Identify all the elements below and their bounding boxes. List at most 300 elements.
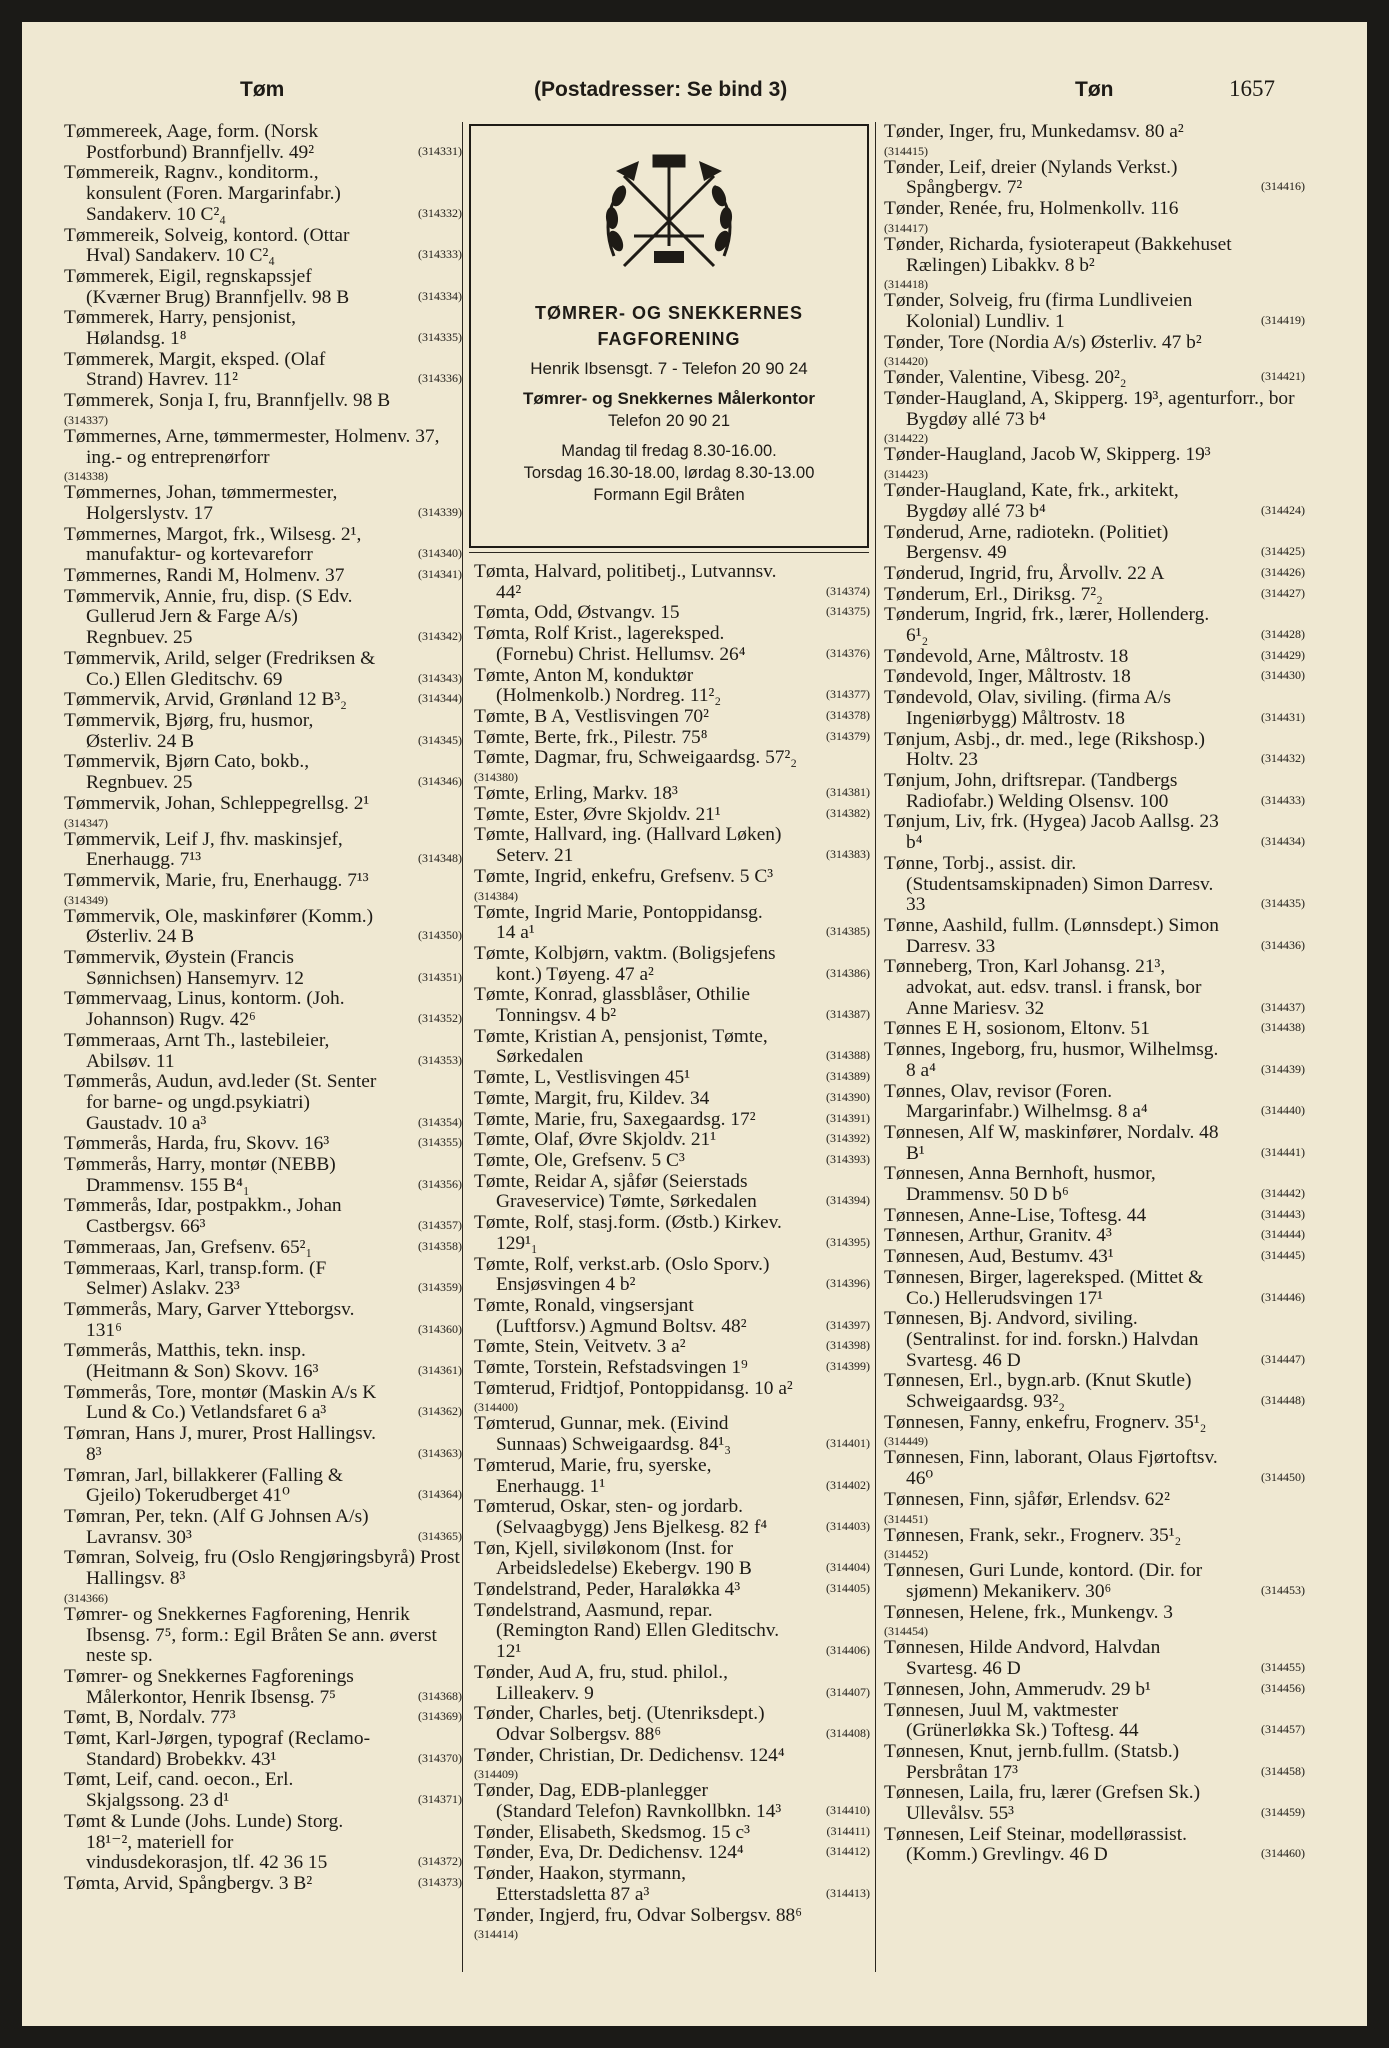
- directory-entry: [884, 445, 1305, 481]
- entry-number: (314335): [418, 330, 462, 345]
- entry-number: (314410): [826, 1803, 870, 1818]
- entry-text: Tønnes, Olav, revisor (Foren. Margarinfabr.) Wilhelmsg. 8 a⁴: [884, 1080, 1148, 1123]
- directory-entry: [884, 199, 1305, 235]
- entry-text: Tømmerek, Margit, eksped. (Olaf Strand) Havrev. 11²: [64, 348, 326, 391]
- entry-text: Tømte, Erling, Markv. 18³: [474, 783, 678, 805]
- entry-text: Tønnesen, Anna Bernhoft, husmor, Drammensv. 50 D b⁶: [884, 1163, 1156, 1206]
- directory-entry: [474, 1296, 870, 1337]
- directory-entry: [884, 667, 1305, 688]
- entry-text: Tønnesen, Guri Lunde, kontord. (Dir. for sjømenn) Mekanikerv. 30⁶: [884, 1560, 1203, 1602]
- entry-text: Tønder, Elisabeth, Skedsmog. 15 c³: [474, 1821, 750, 1843]
- entry-number: (314393): [826, 1151, 870, 1166]
- header-left: Tøm: [240, 78, 285, 101]
- directory-entry: [474, 707, 870, 728]
- directory-entry: [64, 1729, 462, 1770]
- entry-number: (314382): [826, 805, 870, 820]
- entry-number: (314456): [1261, 1680, 1305, 1695]
- directory-entry: [474, 867, 870, 903]
- entry-number: (314351): [418, 969, 462, 984]
- entry-text: Tømte, Anton M, konduktør (Holmenkolb.) Nordreg. 11²₂: [474, 664, 722, 707]
- entry-number: (314356): [418, 1176, 462, 1191]
- advert-box: [469, 124, 869, 548]
- entry-number: (314371): [418, 1792, 462, 1807]
- directory-entry: [64, 1812, 462, 1874]
- directory-entry: [884, 333, 1305, 369]
- entry-number: (314362): [418, 1404, 462, 1419]
- directory-entry: [474, 1068, 870, 1089]
- entry-text: Tømran, Solveig, fru (Oslo Rengjøringsbyrå) Prost Hallingsv. 8³: [64, 1547, 460, 1590]
- page-number: 1657: [1229, 76, 1275, 101]
- entry-number: (314347): [64, 815, 108, 830]
- directory-entry: [64, 566, 462, 587]
- directory-entry: [64, 226, 462, 267]
- entry-number: (314440): [1261, 1103, 1305, 1118]
- entry-number: (314374): [826, 583, 870, 598]
- entry-text: Tømt & Lunde (Johs. Lunde) Storg. 18¹⁻², materiell for vindusdekorasjon, tlf. 42 36 15: [64, 1810, 344, 1874]
- directory-entry: [884, 1448, 1305, 1489]
- entry-number: (314403): [826, 1518, 870, 1533]
- entry-number: (314372): [418, 1854, 462, 1869]
- directory-entry: [64, 1667, 462, 1708]
- directory-entry: [64, 308, 462, 349]
- directory-entry: [474, 1580, 870, 1601]
- directory-entry: [64, 483, 462, 524]
- entry-number: (314336): [418, 371, 462, 386]
- directory-entry: [884, 1680, 1305, 1701]
- directory-entry: [884, 1164, 1305, 1205]
- entry-number: (314432): [1261, 751, 1305, 766]
- directory-entry: [64, 1155, 462, 1196]
- entry-number: (314414): [474, 1927, 518, 1942]
- directory-entry: [64, 525, 462, 566]
- directory-entry: [474, 1663, 870, 1704]
- entry-number: (314368): [418, 1688, 462, 1703]
- directory-entry: [884, 957, 1305, 1019]
- entry-text: Tømmervik, Bjørg, fru, husmor, Østerliv. 24 B: [64, 709, 314, 752]
- entry-number: (314415): [884, 143, 928, 158]
- directory-entry: [474, 1358, 870, 1379]
- directory-entry: [884, 564, 1305, 585]
- entry-text: Tønder, Haakon, styrmann, Etterstadsletta 87 a³: [474, 1863, 686, 1905]
- entry-text: Tønder, Christian, Dr. Dedichensv. 124⁴: [474, 1744, 785, 1766]
- directory-entry: [474, 944, 870, 985]
- entry-number: (314443): [1261, 1206, 1305, 1221]
- directory-entry: [474, 1414, 870, 1455]
- entry-text: Tønnesen, Alf W, maskinfører, Nordalv. 48 B¹: [884, 1121, 1219, 1164]
- entry-text: Tønjum, Asbj., dr. med., lege (Rikshosp.) Holtv. 23: [884, 728, 1206, 771]
- directory-entry: [884, 647, 1305, 668]
- entry-text: Tømte, Hallvard, ing. (Hallvard Løken) Seterv. 21: [474, 824, 782, 867]
- entry-text: Tømt, B, Nordalv. 77³: [64, 1707, 236, 1729]
- entry-number: (314421): [1261, 369, 1305, 384]
- directory-entry: [64, 752, 462, 793]
- entry-text: Tømte, L, Vestlisvingen 45¹: [474, 1067, 691, 1089]
- entry-number: (314429): [1261, 647, 1305, 662]
- entry-text: Tønnesen, Finn, laborant, Olaus Fjørtoftsv. 46⁰: [884, 1447, 1218, 1490]
- advert-chairman: Formann Egil Bråten: [593, 486, 745, 504]
- entry-text: Tønjum, John, driftsrepar. (Tandbergs Radiofabr.) Welding Olsensv. 100: [884, 769, 1178, 812]
- entry-text: Tømte, Torstein, Refstadsvingen 1⁹: [474, 1357, 748, 1379]
- directory-entry: [64, 1300, 462, 1341]
- entry-text: Tønnesen, Juul M, vaktmester (Grünerløkka Sk.) Toftesg. 44: [884, 1699, 1139, 1742]
- entry-number: (314433): [1261, 792, 1305, 807]
- entry-text: Tøndevold, Inger, Måltrostv. 18: [884, 666, 1131, 688]
- entry-number: (314383): [826, 847, 870, 862]
- entry-text: Tømmerås, Audun, avd.leder (St. Senter for barne- og ungd.psykiatri) Gaustadv. 10 a³: [64, 1071, 377, 1134]
- entry-text: Tømte, Berte, frk., Pilestr. 75⁸: [474, 726, 708, 748]
- entry-text: Tømmernes, Margot, frk., Wilsesg. 2¹, manufaktur- og kortevareforr: [64, 523, 362, 566]
- entry-number: (314453): [1261, 1583, 1305, 1597]
- directory-entry: [474, 903, 870, 944]
- directory-entry: [884, 523, 1305, 564]
- directory-entry: [64, 690, 462, 711]
- directory-entry: [884, 854, 1305, 916]
- entry-text: Tønder, Tore (Nordia A/s) Østerliv. 47 b²: [884, 331, 1202, 353]
- entry-text: Tøn, Kjell, siviløkonom (Inst. for Arbeidsledelse) Ekebergv. 190 B: [474, 1537, 752, 1580]
- entry-number: (314363): [418, 1445, 462, 1460]
- entry-number: (314420): [884, 354, 928, 369]
- entry-number: (314385): [826, 924, 870, 939]
- entry-number: (314454): [884, 1624, 928, 1639]
- directory-entry: [64, 1341, 462, 1382]
- entry-text: Tønder, Inger, fru, Munkedamsv. 80 a²: [884, 121, 1184, 142]
- entry-number: (314457): [1261, 1722, 1305, 1737]
- directory-entry: [884, 1413, 1305, 1449]
- directory-entry: [474, 1823, 870, 1844]
- entry-number: (314392): [826, 1131, 870, 1146]
- entry-text: Tømta, Arvid, Spångbergv. 3 B²: [64, 1872, 313, 1894]
- entry-text: Tømte, Stein, Veitvetv. 3 a²: [474, 1336, 686, 1358]
- entry-number: (314424): [1261, 502, 1305, 517]
- entry-number: (314427): [1261, 585, 1305, 600]
- directory-entry: [64, 1424, 462, 1465]
- entry-text: Tømmerek, Harry, pensjonist, Hølandsg. 1⁸: [64, 307, 296, 350]
- directory-entry: [64, 267, 462, 308]
- entry-text: Tømran, Per, tekn. (Alf G Johnsen A/s) Lavransv. 30³: [64, 1506, 369, 1548]
- directory-entry: [474, 666, 870, 707]
- directory-entry: [64, 1466, 462, 1507]
- entry-text: Tømmerås, Tore, montør (Maskin A/s K Lund & Co.) Vetlandsfaret 6 a³: [64, 1381, 377, 1424]
- entry-text: Tømmeraas, Jan, Grefsenv. 65²₁: [64, 1236, 313, 1258]
- entry-text: Tømmerås, Mary, Garver Ytteborgsv. 131⁶: [64, 1298, 355, 1341]
- directory-entry: [474, 985, 870, 1026]
- directory-entry: [884, 1371, 1305, 1412]
- directory-entry: [64, 427, 462, 483]
- entry-text: Tømte, B A, Vestlisvingen 70²: [474, 705, 709, 727]
- entry-text: Tønnesen, John, Ammerudv. 29 b¹: [884, 1678, 1151, 1700]
- entry-number: (314394): [826, 1193, 870, 1208]
- entry-text: Tømterud, Oskar, sten- og jordarb. (Selvaagbygg) Jens Bjelkesg. 82 f⁴: [474, 1496, 768, 1538]
- entry-text: Tømt, Leif, cand. oecon., Erl. Skjalgssong. 23 d¹: [64, 1769, 294, 1812]
- directory-entry: [884, 389, 1305, 445]
- entry-text: Tønder, Richarda, fysioterapeut (Bakkehuset Rælingen) Libakkv. 8 b²: [884, 233, 1232, 276]
- entry-text: Tønnesen, Bj. Andvord, siviling. (Sentralinst. for ind. forskn.) Halvdan Svartesg. 46 D: [884, 1308, 1199, 1371]
- entry-text: Tønnesen, Hilde Andvord, Halvdan Svartesg. 46 D: [884, 1637, 1161, 1680]
- entry-number: (314391): [826, 1110, 870, 1125]
- entry-text: Tønderud, Ingrid, fru, Årvollv. 22 A: [884, 562, 1165, 584]
- entry-text: Tømta, Odd, Østvangv. 15: [474, 602, 680, 624]
- directory-entry: [474, 624, 870, 665]
- entry-text: Tømte, Ingrid, enkefru, Grefsenv. 5 C³: [474, 865, 774, 887]
- entry-number: (314337): [64, 412, 108, 427]
- entry-text: Tømmerås, Harry, montør (NEBB) Drammensv. 155 B⁴₁: [64, 1154, 336, 1196]
- entry-number: (314455): [1261, 1660, 1305, 1675]
- directory-entry: [884, 122, 1305, 158]
- entry-number: (314398): [826, 1338, 870, 1353]
- entry-text: Tømte, Olaf, Øvre Skjoldv. 21¹: [474, 1129, 717, 1151]
- directory-entry: [884, 1019, 1305, 1040]
- entry-number: (314331): [418, 143, 462, 158]
- directory-entry: [474, 825, 870, 866]
- directory-entry: [64, 1507, 462, 1548]
- entry-number: (314397): [826, 1317, 870, 1332]
- directory-entry: [884, 1123, 1305, 1164]
- entry-number: (314441): [1261, 1144, 1305, 1159]
- entry-number: (314439): [1261, 1061, 1305, 1076]
- column-3: [884, 122, 1305, 1866]
- entry-text: Tønnes, Ingeborg, fru, husmor, Wilhelmsg. 8 a⁴: [884, 1039, 1219, 1081]
- advert-office: Tømrer- og Snekkernes Målerkontor: [523, 389, 815, 408]
- entry-text: Tønder, Ingjerd, fru, Odvar Solbergsv. 88⁶: [474, 1904, 803, 1926]
- header-center: (Postadresser: Se bind 3): [534, 78, 788, 101]
- entry-number: (314380): [474, 770, 518, 785]
- entry-text: Tømmervik, Annie, fru, disp. (S Edv. Gullerud Jern & Farge A/s) Regnbuev. 25: [64, 585, 353, 649]
- entry-number: (314411): [826, 1823, 870, 1838]
- entry-number: (314377): [826, 687, 870, 702]
- entry-text: Tømmervik, Bjørn Cato, bokb., Regnbuev. 25: [64, 751, 310, 794]
- entry-text: Tømterud, Gunnar, mek. (Eivind Sunnaas) Schweigaardsg. 84¹₃: [474, 1413, 731, 1456]
- entry-number: (314448): [1261, 1393, 1305, 1408]
- directory-entry: [474, 728, 870, 749]
- entry-text: Tønder-Haugland, A, Skipperg. 19³, agenturforr., bor Bygdøy allé 73 b⁴: [884, 388, 1295, 430]
- directory-entry: [884, 368, 1305, 389]
- entry-text: Tønnesen, Helene, frk., Munkengv. 3: [884, 1601, 1173, 1623]
- entry-text: Tøndelstrand, Aasmund, repar. (Remington Rand) Ellen Gleditschv. 12¹: [474, 1599, 780, 1663]
- entry-text: Tønderum, Ingrid, frk., lærer, Hollenderg. 6¹₂: [884, 604, 1210, 647]
- advert-hours-2: Torsdag 16.30-18.00, lørdag 8.30-13.00: [523, 464, 815, 482]
- directory-entry: [64, 794, 462, 830]
- directory-entry: [64, 122, 462, 163]
- entry-text: Tønnesen, Fanny, enkefru, Frognerv. 35¹₂: [884, 1411, 1207, 1433]
- entry-number: (314451): [884, 1511, 928, 1526]
- entry-number: (314369): [418, 1709, 462, 1724]
- entry-text: Tønder-Haugland, Jacob W, Skipperg. 19³: [884, 444, 1211, 466]
- directory-entry: [884, 481, 1305, 522]
- entry-number: (314405): [826, 1581, 870, 1596]
- entry-number: (314425): [1261, 544, 1305, 559]
- column-1: [64, 122, 462, 1895]
- entry-number: (314445): [1261, 1248, 1305, 1263]
- directory-entry: [884, 1783, 1305, 1824]
- entry-number: (314395): [826, 1234, 870, 1249]
- entry-number: (314357): [418, 1218, 462, 1233]
- entry-number: (314458): [1261, 1763, 1305, 1778]
- entry-text: Tømmerås, Matthis, tekn. insp. (Heitmann & Son) Skovv. 16³: [64, 1340, 319, 1383]
- entry-number: (314349): [64, 892, 108, 907]
- entry-text: Tømmervik, Marie, fru, Enerhaugg. 7¹³: [64, 869, 369, 891]
- directory-entry: [884, 1701, 1305, 1742]
- entry-text: Tømmervik, Arild, selger (Fredriksen & Co.) Ellen Gleditschv. 69: [64, 647, 376, 690]
- entry-number: (314338): [64, 469, 108, 484]
- directory-entry: [64, 1196, 462, 1237]
- entry-number: (314442): [1261, 1186, 1305, 1201]
- entry-number: (314396): [826, 1276, 870, 1291]
- directory-entry: [884, 605, 1305, 646]
- entry-text: Tønnesen, Birger, lagereksped. (Mittet & Co.) Hellerudsvingen 17¹: [884, 1266, 1204, 1309]
- entry-text: Tønnes E H, sosionom, Eltonv. 51: [884, 1018, 1150, 1040]
- entry-number: (314402): [826, 1477, 870, 1492]
- entry-text: Tømte, Rolf, stasj.form. (Østb.) Kirkev. 129¹₁: [474, 1212, 782, 1254]
- directory-entry: [884, 1206, 1305, 1227]
- directory-entry: [64, 1874, 462, 1895]
- directory-entry: [64, 711, 462, 752]
- directory-entry: [474, 1130, 870, 1151]
- entry-number: (314334): [418, 288, 462, 303]
- entry-number: (314361): [418, 1363, 462, 1378]
- directory-entry: [64, 948, 462, 989]
- entry-number: (314346): [418, 774, 462, 789]
- directory-entry: [64, 1708, 462, 1729]
- entry-text: Tømterud, Fridtjof, Pontoppidansg. 10 a²: [474, 1377, 793, 1399]
- entry-number: (314389): [826, 1069, 870, 1084]
- directory-entry: [474, 1456, 870, 1497]
- entry-text: Tømte, Reidar A, sjåfør (Seierstads Graveservice) Tømte, Sørkedalen: [474, 1170, 757, 1213]
- entry-text: Tømmernes, Arne, tømmermester, Holmenv. 37, ing.- og entreprenørforr: [64, 425, 440, 468]
- directory-entry: [474, 1089, 870, 1110]
- directory-entry: [474, 1746, 870, 1782]
- directory-entry: [64, 649, 462, 690]
- entry-number: (314436): [1261, 937, 1305, 952]
- directory-entry: [474, 1497, 870, 1538]
- entry-text: Tønnesen, Anne-Lise, Toftesg. 44: [884, 1204, 1147, 1226]
- directory-entry: [884, 1082, 1305, 1123]
- entry-text: Tønne, Aashild, fullm. (Lønnsdept.) Simon Darresv. 33: [884, 914, 1219, 957]
- entry-text: Tømmervik, Johan, Schleppegrellsg. 2¹: [64, 792, 370, 814]
- entry-number: (314409): [474, 1767, 518, 1782]
- entry-number: (314370): [418, 1750, 462, 1765]
- directory-entry: [64, 350, 462, 391]
- crossed-axe-saw-wreath-icon: [594, 136, 744, 286]
- directory-entry: [64, 871, 462, 907]
- entry-text: Tømte, Dagmar, fru, Schweigaardsg. 57²₂: [474, 747, 798, 769]
- entry-text: Tømmernes, Randi M, Holmenv. 37: [64, 565, 345, 587]
- entry-text: Tømmeraas, Arnt Th., lastebileier, Abilsøv. 11: [64, 1029, 330, 1072]
- entry-number: (314388): [826, 1048, 870, 1063]
- column-2: [474, 562, 870, 1941]
- directory-entry: [884, 1247, 1305, 1268]
- directory-entry: [474, 805, 870, 826]
- entry-text: Tømmeraas, Karl, transp.form. (F Selmer) Aslakv. 23³: [64, 1257, 327, 1300]
- entry-text: Tønder, Charles, betj. (Utenriksdept.) Odvar Solbergsv. 88⁶: [474, 1703, 765, 1745]
- directory-entry: [884, 158, 1305, 199]
- entry-text: Tønder, Aud A, fru, stud. philol., Lilleakerv. 9: [474, 1661, 728, 1704]
- entry-number: (314345): [418, 732, 462, 747]
- entry-number: (314404): [826, 1560, 870, 1575]
- entry-text: Tømte, Ronald, vingsersjant (Luftforsv.) Agmund Boltsv. 48²: [474, 1294, 747, 1337]
- entry-number: (314365): [418, 1528, 462, 1543]
- directory-entry: [64, 1605, 462, 1667]
- entry-text: Tømmerek, Eigil, regnskapssjef (Kværner Brug) Brannfjellv. 98 B: [64, 265, 350, 308]
- entry-number: (314460): [1261, 1846, 1305, 1861]
- entry-text: Tømrer- og Snekkernes Fagforenings Målerkontor, Henrik Ibsensg. 7⁵: [64, 1665, 354, 1708]
- entry-text: Tømmerås, Idar, postpakkm., Johan Castbergsv. 66³: [64, 1195, 342, 1238]
- entry-text: Tømt, Karl-Jørgen, typograf (Reclamo-Standard) Brobekkv. 43¹: [64, 1728, 371, 1770]
- directory-entry: [884, 771, 1305, 812]
- advert-hours-1: Mandag til fredag 8.30-16.00.: [561, 442, 777, 460]
- entry-text: Tømte, Kolbjørn, vaktm. (Boligsjefens kont.) Tøyeng. 47 a²: [474, 942, 776, 985]
- directory-entry: [884, 1561, 1305, 1602]
- directory-entry: [474, 1539, 870, 1580]
- directory-entry: [884, 1040, 1305, 1081]
- directory-entry: [474, 1110, 870, 1131]
- entry-text: Tømmereik, Ragnv., konditorm., konsulent (Foren. Margarinfabr.) Sandakerv. 10 C²₄: [64, 162, 341, 225]
- advert-title-2: FAGFORENING: [597, 329, 741, 349]
- entry-text: Tømran, Hans J, murer, Prost Hallingsv. 8³: [64, 1423, 376, 1465]
- entry-number: (314387): [826, 1007, 870, 1022]
- entry-text: Tømte, Rolf, verkst.arb. (Oslo Sporv.) Ensjøsvingen 4 b²: [474, 1253, 770, 1296]
- entry-text: Tønder, Solveig, fru (firma Lundliveien Kolonial) Lundliv. 1: [884, 290, 1193, 332]
- directory-entry: [474, 1255, 870, 1296]
- entry-number: (314406): [826, 1643, 870, 1658]
- entry-text: Tømte, Margit, fru, Kildev. 34: [474, 1087, 710, 1109]
- directory-entry: [884, 235, 1305, 291]
- entry-text: Tønder, Dag, EDB-planlegger (Standard Telefon) Ravnkollbkn. 14³: [474, 1780, 782, 1823]
- directory-page: [22, 22, 1367, 2026]
- directory-entry: [64, 1238, 462, 1259]
- advert-bottom-rule: [469, 552, 869, 553]
- entry-number: (314360): [418, 1321, 462, 1336]
- entry-text: Tømte, Ingrid Marie, Pontoppidansg. 14 a¹: [474, 901, 763, 944]
- directory-entry: [474, 603, 870, 624]
- entry-number: (314430): [1261, 668, 1305, 683]
- entry-number: (314413): [826, 1885, 870, 1900]
- advert-office-phone: Telefon 20 90 21: [607, 412, 731, 430]
- directory-entry: [474, 1781, 870, 1822]
- entry-number: (314449): [884, 1434, 928, 1449]
- directory-entry: [474, 1151, 870, 1172]
- directory-entry: [64, 989, 462, 1030]
- entry-number: (314431): [1261, 709, 1305, 724]
- directory-entry: [474, 1027, 870, 1068]
- directory-entry: [884, 812, 1305, 853]
- entry-number: (314450): [1261, 1470, 1305, 1485]
- directory-entry: [884, 916, 1305, 957]
- entry-number: (314422): [884, 431, 928, 446]
- directory-entry: [474, 1843, 870, 1864]
- entry-text: Tømran, Jarl, billakkerer (Falling & Gjeilo) Tokerudberget 41⁰: [64, 1464, 343, 1507]
- entry-text: Tønder-Haugland, Kate, frk., arkitekt, Bygdøy allé 73 b⁴: [884, 480, 1179, 522]
- entry-number: (314364): [418, 1487, 462, 1502]
- entry-number: (314354): [418, 1114, 462, 1129]
- entry-number: (314408): [826, 1725, 870, 1740]
- directory-entry: [884, 1226, 1305, 1247]
- entry-text: Tømmervik, Arvid, Grønland 12 B³₂: [64, 689, 347, 711]
- entry-text: Tønnesen, Laila, fru, lærer (Grefsen Sk.) Ullevålsv. 55³: [884, 1782, 1201, 1825]
- entry-number: (314417): [884, 220, 928, 235]
- entry-text: Tønnesen, Finn, sjåfør, Erlendsv. 62²: [884, 1488, 1170, 1510]
- entry-text: Tømmervik, Leif J, fhv. maskinsjef, Enerhaugg. 7¹³: [64, 828, 343, 871]
- entry-text: Tønder, Eva, Dr. Dedichensv. 124⁴: [474, 1842, 744, 1864]
- entry-text: Tømte, Ole, Grefsenv. 5 C³: [474, 1149, 685, 1171]
- directory-entry: [64, 1072, 462, 1134]
- directory-entry: [64, 1259, 462, 1300]
- entry-text: Tømmereik, Solveig, kontord. (Ottar Hval) Sandakerv. 10 C²₄: [64, 224, 350, 267]
- entry-number: (314353): [418, 1052, 462, 1067]
- entry-number: (314384): [474, 888, 518, 903]
- directory-entry: [884, 585, 1305, 606]
- entry-text: Tømta, Halvard, politibetj., Lutvannsv. 44²: [474, 561, 777, 603]
- directory-entry: [64, 1548, 462, 1604]
